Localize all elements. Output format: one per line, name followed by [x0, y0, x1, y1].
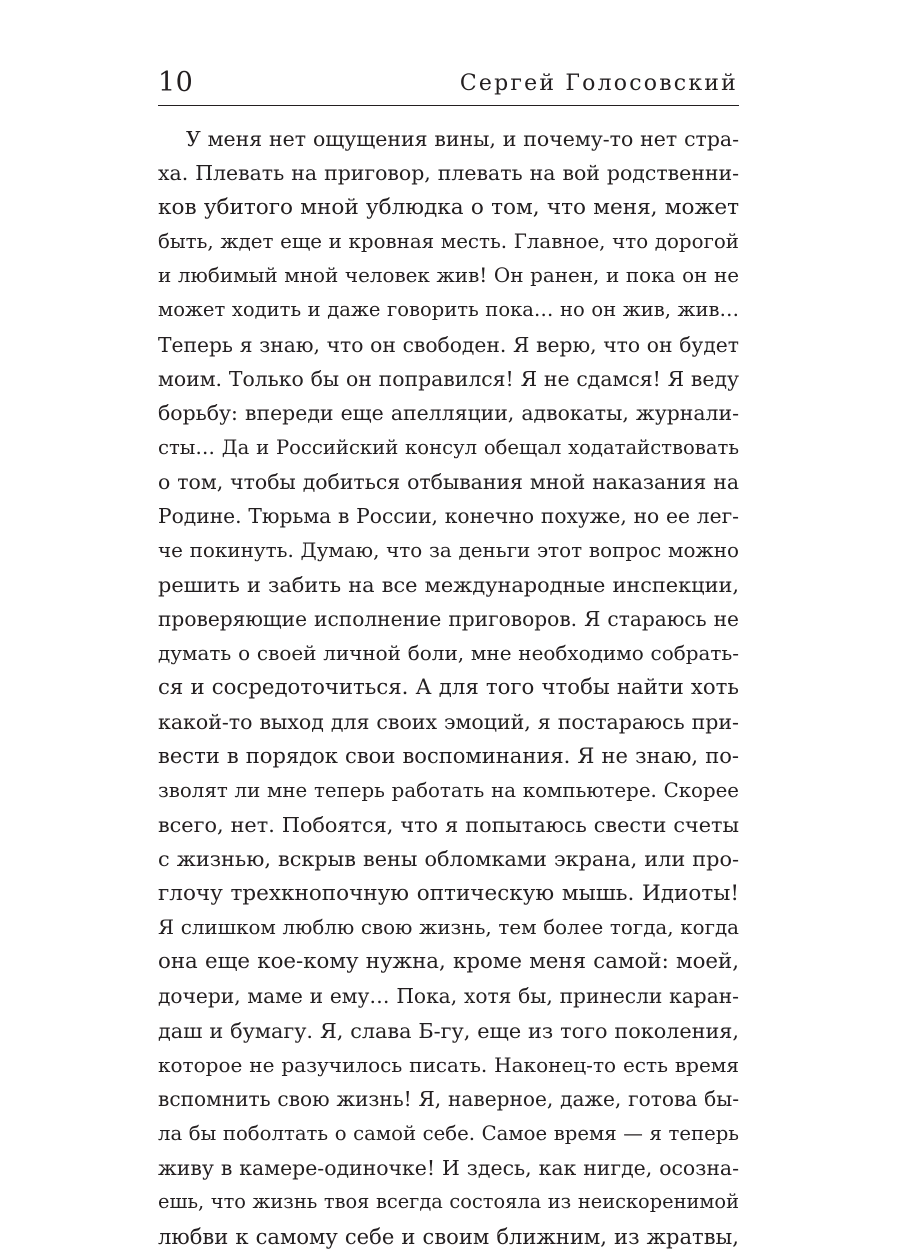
text-line: Теперь я знаю, что он свободен. Я верю, что он будет — [158, 332, 739, 357]
text-line: с жизнью, вскрыв вены обломками экрана, или про- — [158, 847, 739, 872]
text-line: какой-то выход для своих эмоций, я постараюсь при- — [158, 710, 739, 735]
text-line: ков убитого мной ублюдка о том, что меня, может — [158, 194, 739, 220]
text-line: ешь, что жизнь твоя всегда состояла из неискоренимой — [158, 1190, 739, 1214]
text-line: моим. Только бы он поправился! Я не сдамся! Я веду — [158, 367, 739, 392]
text-line: ха. Плевать на приговор, плевать на вой родственни- — [158, 161, 739, 186]
text-line: может ходить и даже говорить пока… но он жив, жив… — [158, 298, 739, 322]
text-line: всего, нет. Побоятся, что я попытаюсь свести счеты — [158, 812, 739, 837]
text-line: думать о своей личной боли, мне необходимо собрать- — [158, 641, 739, 666]
text-line: она еще кое-кому нужна, кроме меня самой: моей, — [158, 949, 739, 975]
body-text — [158, 122, 739, 1254]
text-line: которое не разучилось писать. Наконец-то есть время — [158, 1053, 739, 1078]
text-line: дочери, маме и ему… Пока, хотя бы, принесли каран- — [158, 984, 739, 1009]
text-line: Я слишком люблю свою жизнь, тем более тогда, когда — [158, 915, 739, 939]
page-number: 10 — [158, 67, 194, 98]
text-line: зволят ли мне теперь работать на компьютере. Скорее — [158, 778, 739, 802]
text-line: глочу трехкнопочную оптическую мышь. Идиоты! — [158, 880, 739, 906]
text-line: любви к самому себе и своим ближним, из жратвы, — [158, 1223, 739, 1249]
header-rule — [158, 105, 739, 106]
text-line: проверяющие исполнение приговоров. Я стараюсь не — [158, 607, 739, 632]
text-line: вспомнить свою жизнь! Я, наверное, даже, готова бы- — [158, 1087, 739, 1112]
text-line: живу в камере-одиночке! И здесь, как нигде, осозна- — [158, 1155, 739, 1180]
text-line: быть, ждет еще и кровная месть. Главное, что дорогой — [158, 229, 739, 253]
text-line: Родине. Тюрьма в России, конечно похуже, но ее лег- — [158, 504, 739, 529]
text-line: борьбу: впереди еще апелляции, адвокаты, журнали- — [158, 401, 739, 426]
text-line: даш и бумагу. Я, слава Б-гу, еще из того поколения, — [158, 1018, 739, 1043]
text-line: У меня нет ощущения вины, и почему-то нет стра- — [186, 127, 739, 151]
text-line: ла бы поболтать о самой себе. Самое время — я теперь — [158, 1121, 739, 1145]
text-line: сты… Да и Российский консул обещал ходатайствовать — [158, 435, 739, 459]
text-line: вести в порядок свои воспоминания. Я не знаю, по- — [158, 743, 739, 769]
running-head — [158, 66, 738, 102]
text-line: решить и забить на все международные инспекции, — [158, 572, 739, 597]
running-title-author: Сергей Голосовский — [459, 71, 738, 96]
text-line: и любимый мной человек жив! Он ранен, и пока он не — [158, 264, 739, 288]
text-line: че покинуть. Думаю, что за деньги этот вопрос можно — [158, 538, 739, 562]
text-line: ся и сосредоточиться. А для того чтобы найти хоть — [158, 674, 739, 700]
text-line: о том, чтобы добиться отбывания мной наказания на — [158, 469, 739, 494]
